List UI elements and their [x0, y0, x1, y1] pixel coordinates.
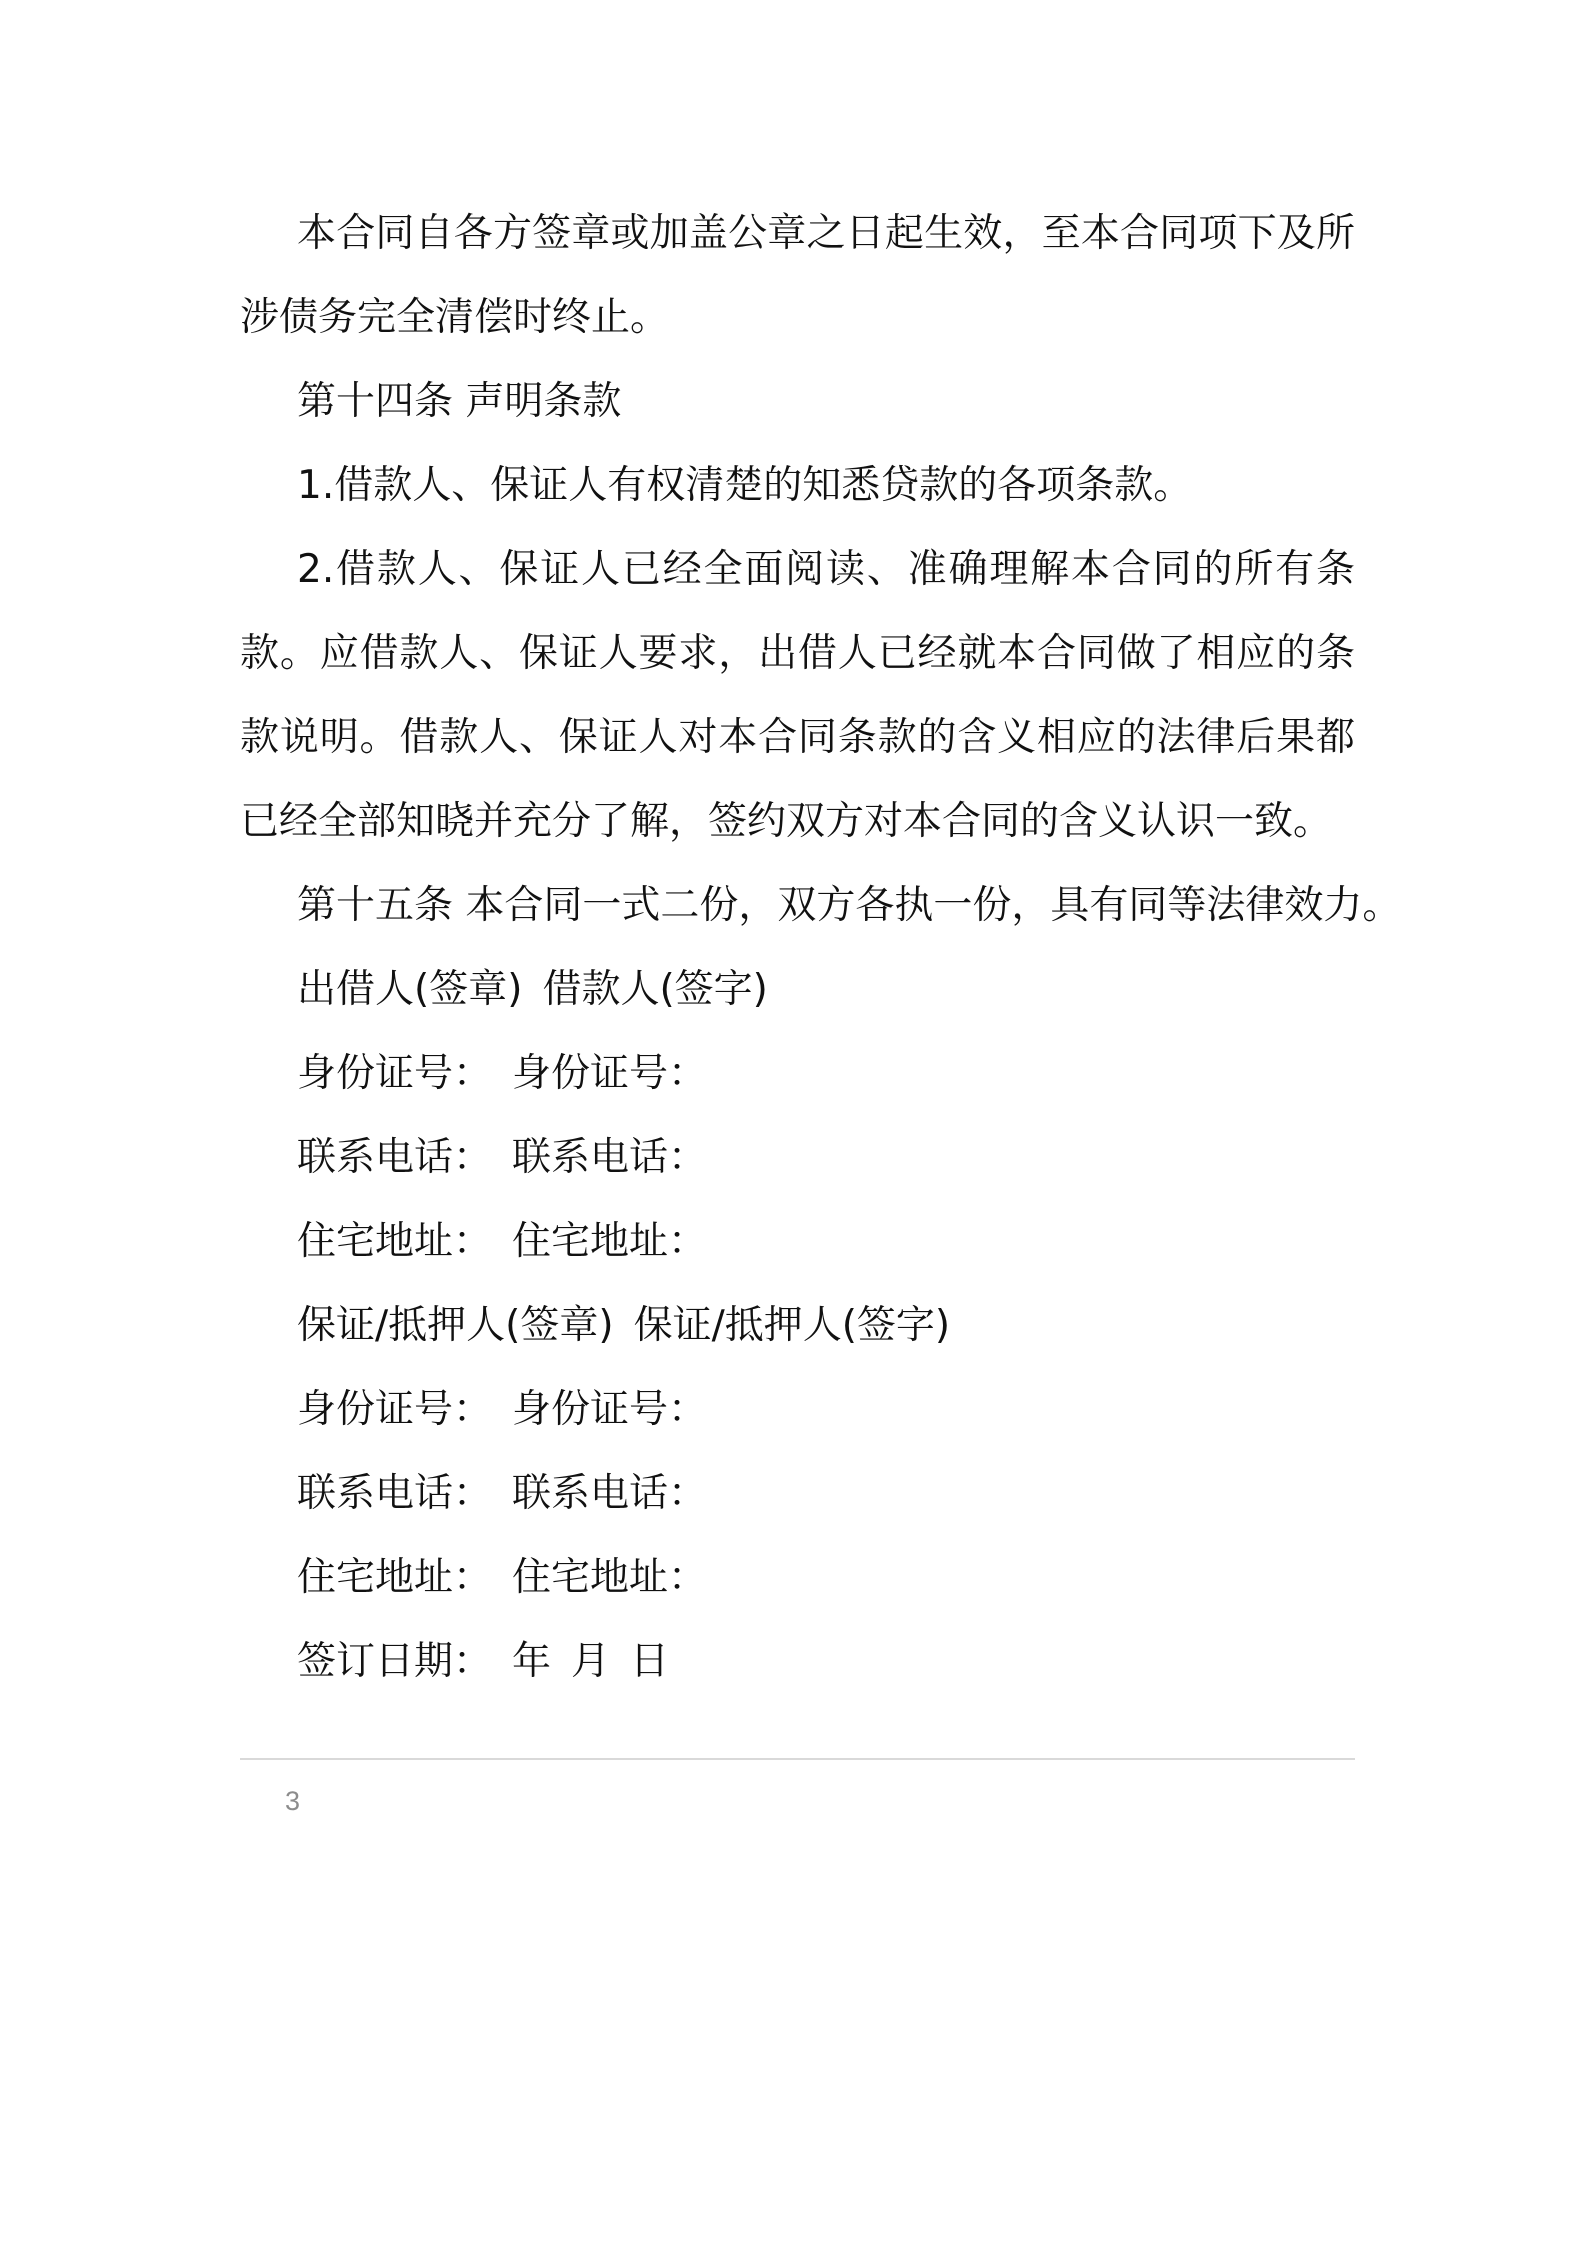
signing-date-label: 签订日期：: [297, 1639, 493, 1684]
signature-parties-row: [297, 948, 768, 1032]
address-row: [297, 1200, 707, 1284]
article-14-item-2: 2.借款人、保证人已经全面阅读、准确理解本合同的所有条款。应借款人、保证人要求，出借人已经就本合同做了相应的条款说明。借款人、保证人对本合同条款的含义相应的法律后果都已经全部知晓并充分了解，签约双方对本合同的含义认识一致。: [240, 547, 1355, 844]
guarantor-phone-row: [297, 1452, 707, 1536]
guarantor-address-row: [297, 1536, 707, 1620]
date-year: 年: [512, 1639, 552, 1684]
lender-address-label: 住宅地址：: [297, 1219, 493, 1264]
date-day: 日: [630, 1639, 670, 1684]
borrower-phone-label: 联系电话：: [512, 1135, 708, 1180]
guarantor-address-label-2: 住宅地址：: [512, 1555, 708, 1600]
borrower-sign-label: 借款人(签字): [542, 967, 768, 1012]
borrower-address-label: 住宅地址：: [512, 1219, 708, 1264]
guarantor-address-label-1: 住宅地址：: [297, 1555, 493, 1600]
guarantor-row: [297, 1284, 950, 1368]
lender-phone-label: 联系电话：: [297, 1135, 493, 1180]
guarantor-id-label-1: 身份证号：: [297, 1387, 493, 1432]
guarantor-phone-label-2: 联系电话：: [512, 1471, 708, 1516]
guarantor-id-label-2: 身份证号：: [512, 1387, 708, 1432]
guarantor-id-row: [297, 1368, 707, 1452]
guarantor-sign-label: 保证/抵押人(签字): [633, 1303, 951, 1348]
signing-date-row: [297, 1620, 669, 1704]
lender-id-label: 身份证号：: [297, 1051, 493, 1096]
guarantor-seal-label: 保证/抵押人(签章): [297, 1303, 614, 1348]
article-15: 第十五条 本合同一式二份，双方各执一份，具有同等法律效力。: [297, 883, 1402, 928]
date-month: 月: [571, 1639, 611, 1684]
id-number-row: [297, 1032, 707, 1116]
lender-sign-label: 出借人(签章): [297, 967, 523, 1012]
effective-clause: 本合同自各方签章或加盖公章之日起生效，至本合同项下及所涉债务完全清偿时终止。: [240, 211, 1355, 340]
article-14-title: 第十四条 声明条款: [297, 379, 622, 424]
guarantor-phone-label-1: 联系电话：: [297, 1471, 493, 1516]
page-number: 3: [285, 1786, 301, 1816]
article-14-item-1: 1.借款人、保证人有权清楚的知悉贷款的各项条款。: [297, 463, 1193, 508]
phone-row: [297, 1116, 707, 1200]
footer-divider: [240, 1758, 1355, 1760]
borrower-id-label: 身份证号：: [512, 1051, 708, 1096]
